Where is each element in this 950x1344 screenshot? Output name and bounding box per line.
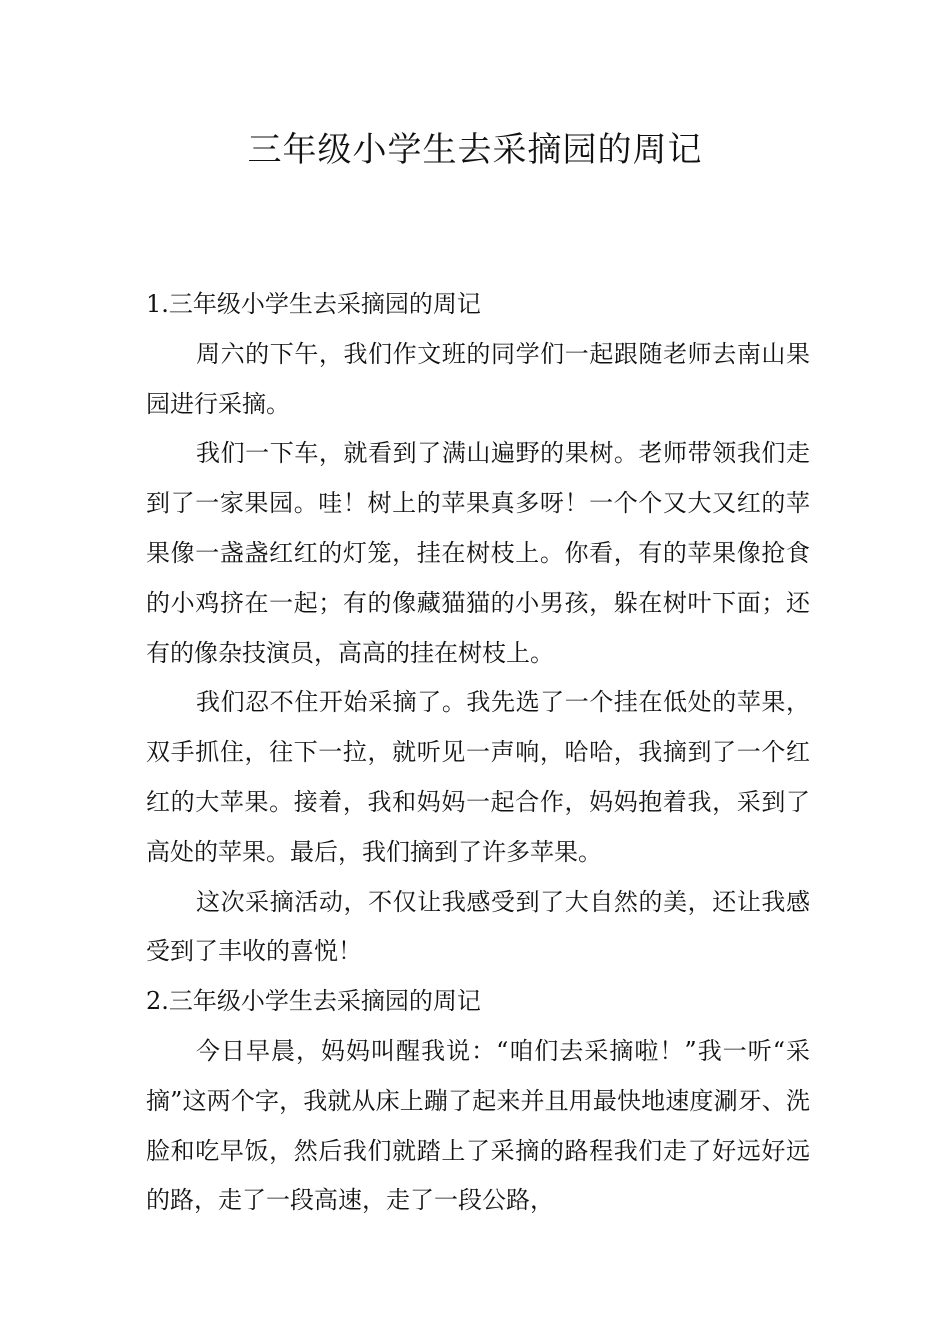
paragraph: 我们忍不住开始采摘了。我先选了一个挂在低处的苹果，双手抓住，往下一拉，就听见一声响，哈哈，我摘到了一个红红的大苹果。接着，我和妈妈一起合作，妈妈抱着我，采到了高处的苹果。最后，我们摘到了许多苹果。 xyxy=(146,688,810,866)
paragraph: 这次采摘活动，不仅让我感受到了大自然的美，还让我感受到了丰收的喜悦！ xyxy=(146,887,810,966)
paragraph: 周六的下午，我们作文班的同学们一起跟随老师去南山果园进行采摘。 xyxy=(146,339,810,418)
section-heading: 2.三年级小学生去采摘园的周记 xyxy=(146,987,481,1016)
section-heading: 1.三年级小学生去采摘园的周记 xyxy=(146,290,481,318)
section-2 xyxy=(146,977,810,1226)
paragraph: 我们一下车，就看到了满山遍野的果树。老师带领我们走到了一家果园。哇！树上的苹果真多呀！一个个又大又红的苹果像一盏盏红红的灯笼，挂在树枝上。你看，有的苹果像抢食的小鸡挤在一起；有的像藏猫猫的小男孩，躲在树叶下面；还有的像杂技演员，高高的挂在树枝上。 xyxy=(146,439,810,667)
paragraph: 今日早晨，妈妈叫醒我说：“咱们去采摘啦！”我一听“采摘”这两个字，我就从床上蹦了起来并且用最快地速度涮牙、洗脸和吃早饭，然后我们就踏上了采摘的路程我们走了好远好远的路，走了一段高速，走了一段公路， xyxy=(146,1036,810,1215)
page-title: 三年级小学生去采摘园的周记 xyxy=(247,130,703,170)
document-body xyxy=(146,280,810,1226)
section-1 xyxy=(146,280,810,977)
